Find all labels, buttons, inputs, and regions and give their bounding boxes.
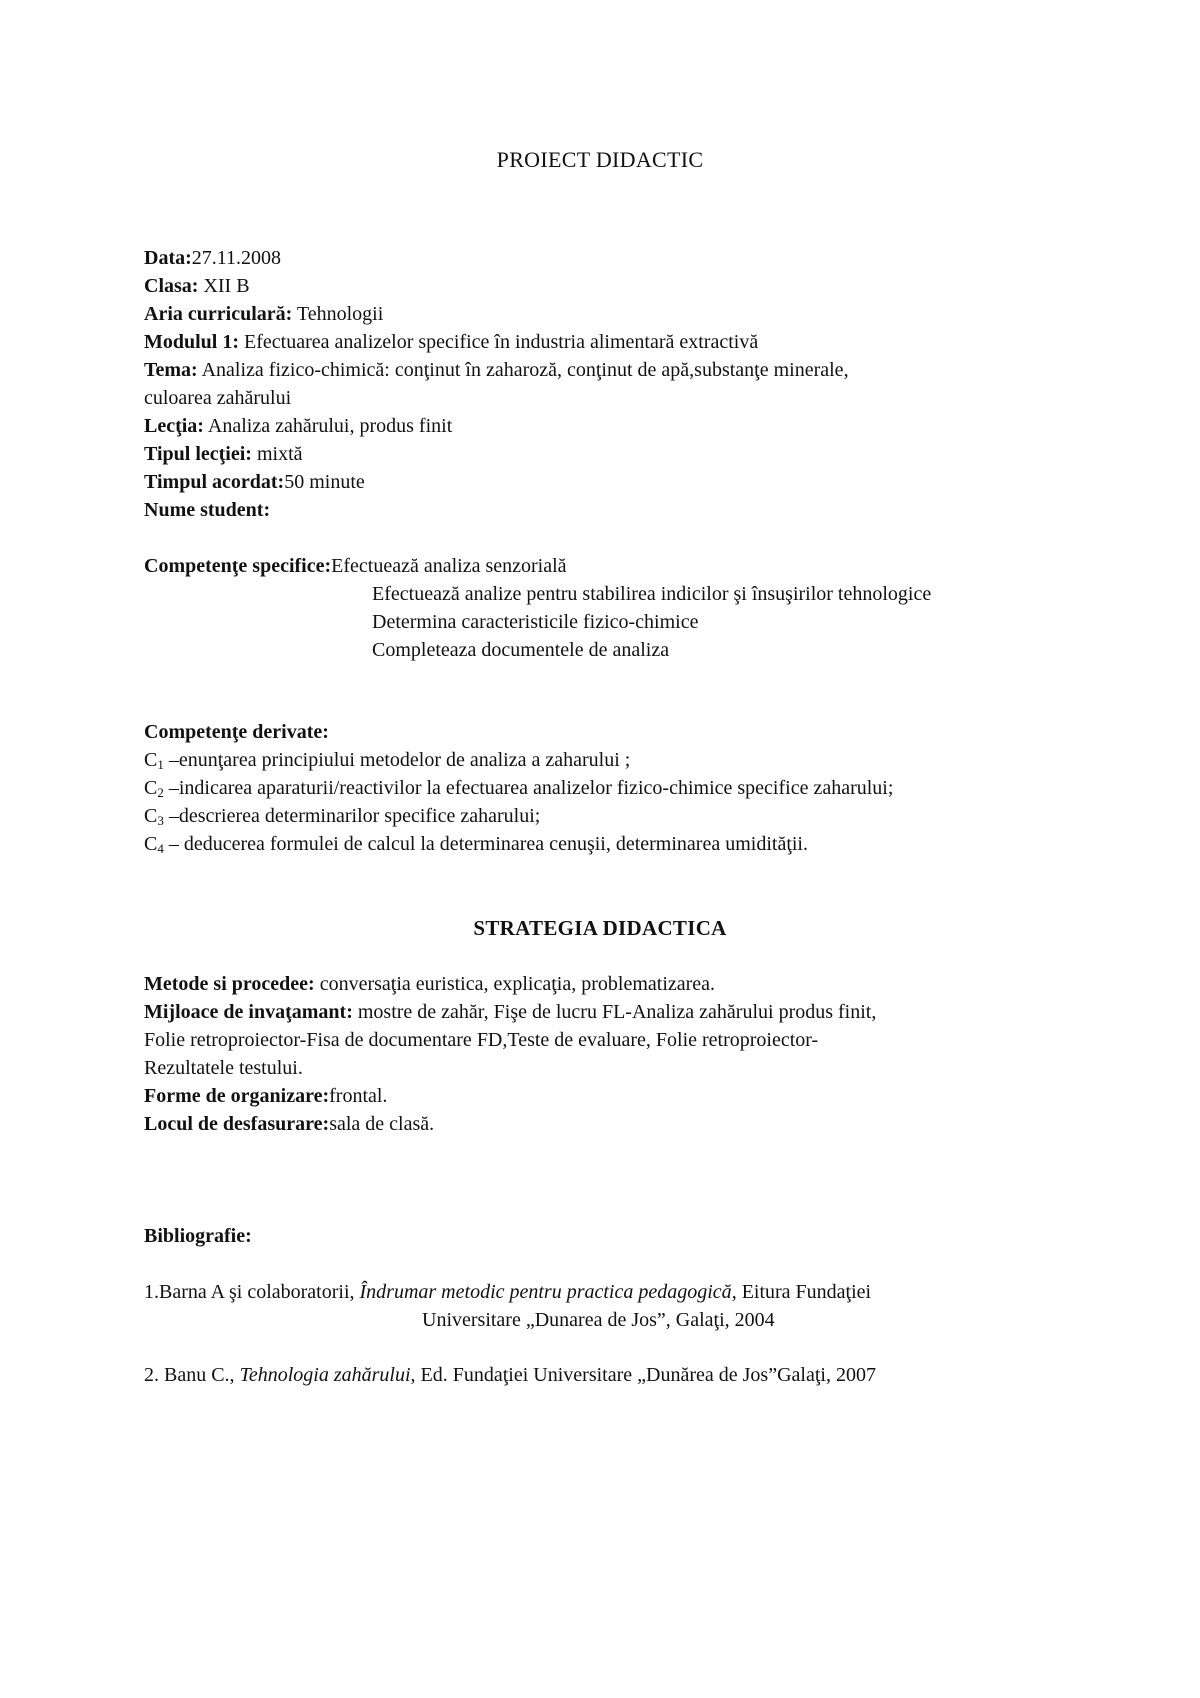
strategia-mijloace-cont-1: Folie retroproiector-Fisa de documentare FD,Teste de evaluare, Folie retroproiector-	[144, 1029, 819, 1051]
bibliografie-item-1-line: 1.Barna A şi colaboratorii, Îndrumar metodic pentru practica pedagogică, Eitura Fundaţiei	[144, 1281, 872, 1303]
info-modul: Modulul 1: Efectuarea analizelor specifice în industria alimentară extractivă	[144, 331, 759, 353]
lesson-info	[144, 244, 1104, 524]
info-nume: Nume student:	[144, 499, 271, 521]
info-lectia: Lecţia: Analiza zahărului, produs finit	[144, 415, 453, 437]
bibliografie-item-1-cont: Universitare „Dunarea de Jos”, Galaţi, 2004	[422, 1309, 775, 1331]
competenta-derivata-3: $C_3$ –descrierea determinarilor specifice zaharului;	[144, 805, 541, 828]
strategia-title: STRATEGIA DIDACTICA	[473, 916, 727, 940]
bibliografie-item-2-line: 2. Banu C., Tehnologia zahărului, Ed. Fundaţiei Universitare „Dunărea de Jos”Galaţi, 2007	[144, 1364, 876, 1386]
strategia-didactica	[144, 970, 1104, 1138]
competente-specifice-line-1: Competenţe specifice:Efectuează analiza senzorială	[144, 555, 567, 577]
strategia-forme: Forme de organizare:frontal.	[144, 1085, 388, 1107]
competenta-derivata-4: $C_4$ – deducerea formulei de calcul la determinarea cenuşii, determinarea umidităţii.	[144, 833, 808, 856]
competenta-derivata-1: $C_1$ –enunţarea principiului metodelor de analiza a zaharului ;	[144, 749, 631, 772]
competente-specifice-line-4: Completeaza documentele de analiza	[372, 639, 670, 661]
competente-derivate-label: Competenţe derivate:	[144, 721, 329, 743]
info-clasa: Clasa: XII B	[144, 275, 250, 297]
competente-derivate	[144, 718, 1104, 858]
bibliografie-label: Bibliografie:	[144, 1225, 252, 1247]
competente-specifice-line-3: Determina caracteristicile fizico-chimice	[372, 611, 699, 633]
bibliografie-item-2	[144, 1361, 1104, 1389]
bibliografie-item-1	[144, 1278, 1104, 1334]
info-data: Data:27.11.2008	[144, 247, 282, 269]
document-title: PROIECT DIDACTIC	[496, 147, 704, 172]
info-aria: Aria curriculară: Tehnologii	[144, 303, 384, 325]
info-tema: Tema: Analiza fizico-chimică: conţinut în zaharoză, conţinut de apă,substanţe minerale,	[144, 359, 849, 381]
info-tema-cont: culoarea zahărului	[144, 387, 292, 409]
info-tipul: Tipul lecţiei: mixtă	[144, 443, 303, 465]
competente-specifice	[144, 552, 1104, 664]
info-timpul: Timpul acordat:50 minute	[144, 471, 365, 493]
strategia-locul: Locul de desfasurare:sala de clasă.	[144, 1113, 435, 1135]
competente-specifice-line-2: Efectuează analize pentru stabilirea indicilor şi însuşirilor tehnologice	[372, 583, 932, 605]
strategia-mijloace: Mijloace de invaţamant: mostre de zahăr, Fişe de lucru FL-Analiza zahărului produs finit,	[144, 1001, 877, 1023]
strategia-metode: Metode si procedee: conversaţia euristica, explicaţia, problematizarea.	[144, 973, 716, 995]
strategia-mijloace-cont-2: Rezultatele testului.	[144, 1057, 303, 1079]
competenta-derivata-2: $C_2$ –indicarea aparaturii/reactivilor la efectuarea analizelor fizico-chimice specifice zaharului;	[144, 777, 894, 800]
